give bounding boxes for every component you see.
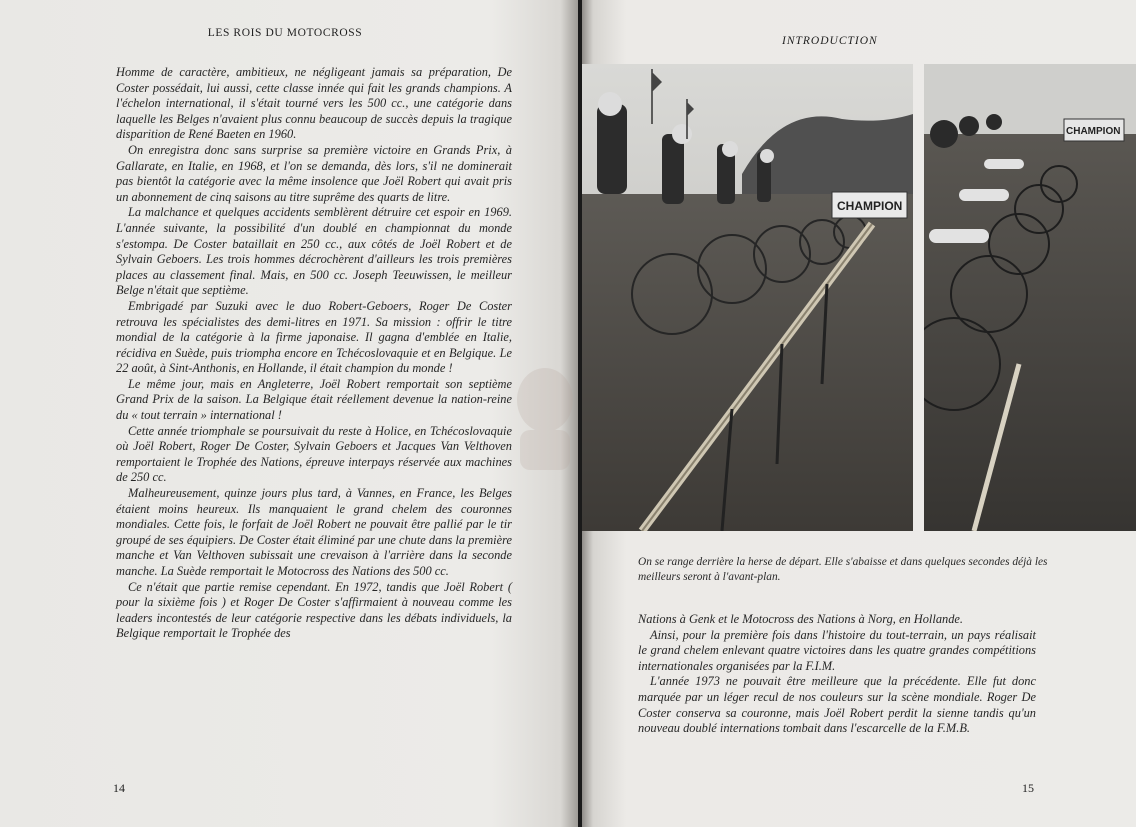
paragraph: La malchance et quelques accidents semblèrent détruire cet espoir en 1969. L'année suivante, la possibilité d'un doublé en championnat du monde s'estompa. De Coster bataillait en 250 cc., aux côtés de Joël Robert et de Sylvain Geboers. Les trois hommes décrochèrent d'ailleurs les trois premières places au classement final. Mais, en 500 cc. Joseph Teeuwissen, le meilleur Belge n'était que septième. [116, 205, 512, 298]
riders-lineup-photo [924, 64, 1136, 531]
banner-text: CHAMPION [1066, 126, 1121, 137]
paragraph: Cette année triomphale se poursuivait du reste à Holice, en Tchécoslovaquie où Joël Robert, Roger De Coster, Sylvain Geboers et Jacques Van Velthoven remportaient le Trophée des Nations, épreuve interpays réservée aux machines de 250 cc. [116, 423, 512, 485]
start-gate-photo [582, 64, 913, 531]
show-through-portrait [500, 360, 578, 470]
photo-caption: On se range derrière la herse de départ. Elle s'abaisse et dans quelques secondes déjà les meilleurs seront à l'avant-plan. [638, 556, 1048, 583]
left-body-text [116, 65, 512, 642]
paragraph: Ainsi, pour la première fois dans l'histoire du tout-terrain, un pays réalisait le grand chelem enlevant quatre victoires dans les quatre grandes compétitions internationales organisées par la F.I.M. [638, 627, 1036, 673]
paragraph: Nations à Genk et le Motocross des Nations à Norg, en Hollande. [638, 612, 963, 626]
banner-text: CHAMPION [837, 199, 903, 213]
paragraph: Malheureusement, quinze jours plus tard, à Vannes, en France, les Belges étaient moins heureux. Ils manquaient le grand chelem des couronnes mondiales. Cette fois, le forfait de Joël Robert ne pouvait être pallié par le tir groupé de ses équipiers. De Coster était éliminé par une chute dans la première manche et Van Velthoven subissait une crevaison à l'arrière dans la seconde manche. La Suède remportait le Motocross des Nations des 500 cc. [116, 486, 512, 578]
right-page [582, 0, 1136, 827]
page-number-left: 14 [113, 781, 125, 795]
page-number-right: 15 [1022, 781, 1034, 795]
paragraph: Ce n'était que partie remise cependant. En 1972, tandis que Joël Robert ( pour la sixième fois ) et Roger De Coster s'affirmaient à nouveau comme les leaders incontestés de leur catégorie respective dans les débats individuels, la Belgique remportait le Trophée des [116, 579, 512, 641]
paragraph: Le même jour, mais en Angleterre, Joël Robert remportait son septième Grand Prix de la saison. La Belgique était réellement devenue la nation-reine du « tout terrain » international ! [116, 376, 512, 423]
paragraph: Embrigadé par Suzuki avec le duo Robert-Geboers, Roger De Coster retrouva les spécialistes des demi-litres en 1971. Sa mission : offrir le titre mondial de la catégorie à la firme japonaise. Il gagna d'emblée en Italie, récidiva en Suède, puis triompha encore en Tchécoslovaquie et en Belgique. Le 22 août, à Sint-Anthonis, en Hollande, il était champion du monde ! [116, 298, 512, 376]
paragraph: On enregistra donc sans surprise sa première victoire en Grands Prix, à Gallarate, en Italie, en 1968, et l'on se demanda, dès lors, s'il ne dominerait pas bientôt la catégorie avec la même insolence que Joël Robert qui avait pris un abonnement de cinq saisons au titre suprême des quarts de litre. [116, 142, 512, 204]
paragraph: Homme de caractère, ambitieux, ne négligeant jamais sa préparation, De Coster possédait, lui aussi, cette classe innée qui fait les grands champions. A l'échelon international, il s'était tourné vers les 500 cc., une catégorie dans laquelle les Belges n'avaient plus connu beaucoup de succès depuis la tragique disparition de René Baeten en 1960. [116, 65, 512, 142]
running-head-left: LES ROIS DU MOTOCROSS [207, 27, 363, 39]
running-head-right: INTRODUCTION [782, 35, 878, 47]
right-body-text [638, 612, 1036, 737]
paragraph: L'année 1973 ne pouvait être meilleure que la précédente. Elle fut donc marquée par un léger recul de nos couleurs sur la scène mondiale. Roger De Coster conserva sa couronne, mais Joël Robert perdit la sienne tandis qu'un nouveau doublé internations tombait dans l'escarcelle de la F.M.B. [638, 674, 1036, 736]
